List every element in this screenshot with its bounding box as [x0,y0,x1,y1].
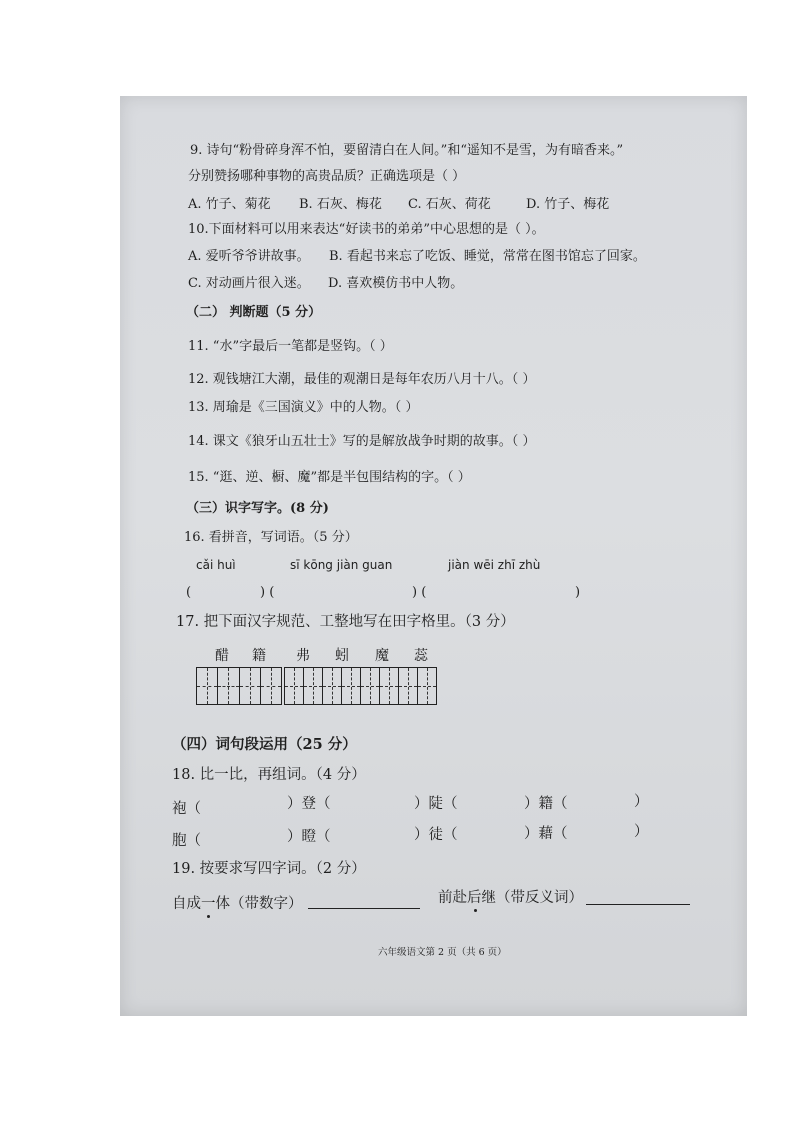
pinyin-1: cǎi huì [196,558,236,572]
q19-stem: 19. 按要求写四字词。（2 分） [172,861,366,877]
tianzige-cell[interactable] [239,668,260,704]
char-3: 弗 [296,648,310,664]
q18-row1-d: ）籍（ [524,796,568,812]
q19-part-a: 自成一体（带数字） [172,896,303,912]
tianzige-cell[interactable] [322,668,341,704]
tianzige-grid-1[interactable] [196,667,282,705]
tianzige-cell[interactable] [217,668,238,704]
answer-paren-1[interactable]: ) ( [260,585,275,600]
tianzige-cell[interactable] [197,668,217,704]
q9-line1: 9. 诗句“粉骨碎身浑不怕，要留清白在人间。”和“遥知不是雪，为有暗香来。” [190,143,624,158]
q18-row1-e: ） [634,794,649,810]
q18-row2-e: ） [634,824,649,840]
tianzige-cell[interactable] [360,668,379,704]
q15: 15. “逛、逆、橱、魔”都是半包围结构的字。（ ） [188,470,471,485]
char-6: 蕊 [414,648,428,664]
q9-option-c: C. 石灰、荷花 [408,197,491,212]
pinyin-2: sī kōng jiàn guan [290,558,393,572]
q18-row2-d: ）藉（ [524,826,568,842]
q10-option-b: B. 看起书来忘了吃饭、睡觉，常常在图书馆忘了回家。 [329,249,646,264]
section4-title: （四）词句段运用（25 分） [172,736,357,753]
tianzige-cell[interactable] [260,668,281,704]
q19-answer-line-a[interactable] [308,908,420,909]
q9-option-b: B. 石灰、梅花 [299,197,382,212]
q10-option-d: D. 喜欢模仿书中人物。 [328,276,464,291]
answer-paren-2[interactable]: ) ( [412,585,427,600]
emphasis-dot [474,909,477,912]
q14: 14. 课文《狼牙山五壮士》写的是解放战争时期的故事。（ ） [188,434,536,449]
char-5: 魔 [375,648,389,664]
q12: 12. 观钱塘江大潮，最佳的观潮日是每年农历八月十八。（ ） [188,372,536,387]
char-2: 籍 [252,648,266,664]
q9-option-a: A. 竹子、菊花 [188,197,271,212]
q10-option-a: A. 爱听爷爷讲故事。 [188,249,310,264]
tianzige-grid-2[interactable] [284,667,437,705]
tianzige-cell[interactable] [398,668,417,704]
section3-title: （三）识字写字。(8 分) [186,501,329,516]
tianzige-cell[interactable] [379,668,398,704]
pinyin-3: jiàn wēi zhī zhù [448,558,541,572]
q9-option-d: D. 竹子、梅花 [526,197,610,212]
q17-stem: 17. 把下面汉字规范、工整地写在田字格里。（3 分） [176,614,515,630]
q18-row1-b: ）登（ [287,796,331,812]
q18-row2-c: ）徒（ [414,827,458,843]
answer-paren-open: ( [186,585,192,600]
q19-part-b: 前赴后继（带反义词） [438,890,583,906]
tianzige-cell[interactable] [341,668,360,704]
q18-row2-a: 胞（ [172,833,201,849]
tianzige-cell[interactable] [303,668,322,704]
q13: 13. 周瑜是《三国演义》中的人物。（ ） [188,400,419,415]
page-footer: 六年级语文第 2 页（共 6 页） [378,947,507,958]
q16-stem: 16. 看拼音，写词语。（5 分） [184,530,358,545]
q10-stem: 10.下面材料可以用来表达“好读书的弟弟”中心思想的是（ ）。 [188,222,545,237]
section2-title: （二） 判断题（5 分） [186,305,322,320]
answer-paren-close[interactable]: ) [575,585,581,600]
q11: 11. “水”字最后一笔都是竖钩。（ ） [188,339,393,354]
q9-line2: 分别赞扬哪种事物的高贵品质？正确选项是（ ） [188,169,466,184]
char-4: 蚓 [335,648,349,664]
q10-option-c: C. 对动画片很入迷。 [188,276,310,291]
char-1: 醋 [215,648,229,664]
tianzige-cell[interactable] [285,668,303,704]
emphasis-dot [207,915,210,918]
q19-answer-line-b[interactable] [586,904,690,905]
tianzige-cell[interactable] [417,668,436,704]
q18-row2-b: ）瞪（ [287,829,331,845]
q18-stem: 18. 比一比，再组词。（4 分） [172,767,366,783]
q18-row1-c: ）陡（ [414,796,458,812]
q18-row1-a: 袍（ [172,801,201,817]
